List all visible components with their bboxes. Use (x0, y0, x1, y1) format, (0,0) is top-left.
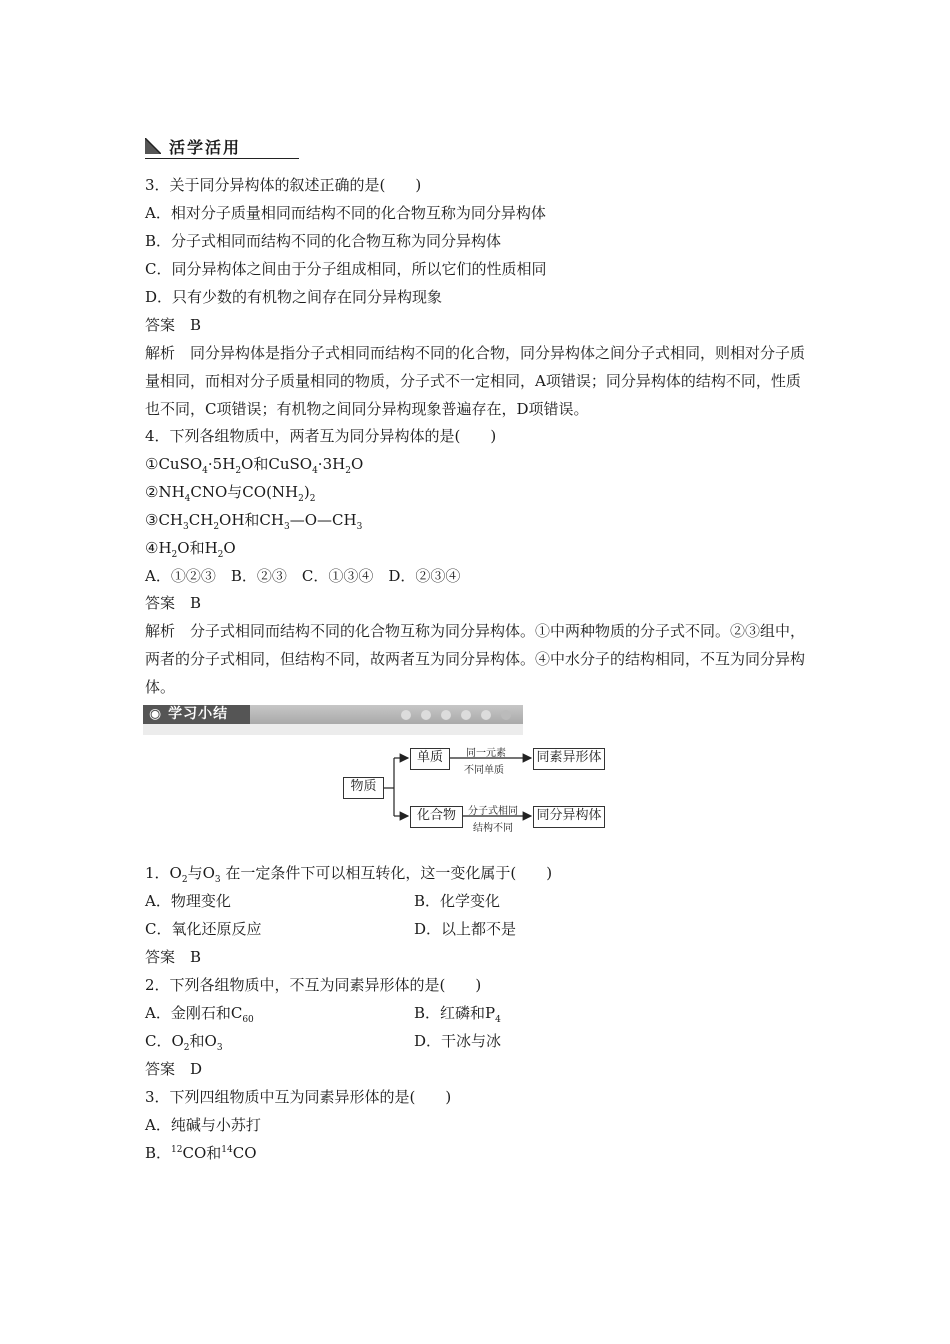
p2-option-c: C．$O_2$和$O_3$ (145, 1032, 223, 1053)
dot-icon (421, 710, 431, 720)
p1-option-d: D．以上都不是 (414, 920, 517, 938)
q3-answer: 答案 B (145, 316, 202, 334)
dot-icon (401, 710, 411, 720)
q4-item-2: $②NH_4CNO$与$CO(NH_2)_2$ (145, 483, 316, 504)
diagram-top-box: 单质 (410, 748, 450, 770)
diagram-bottom-result: 同分异构体 (533, 806, 605, 828)
q3-stem: 3．关于同分异构体的叙述正确的是( ) (145, 176, 422, 194)
p1-option-c: C．氧化还原反应 (145, 920, 262, 938)
q4-analysis: 解析 分子式相同而结构不同的化合物互称为同分异构体。①中两种物质的分子式不同。②③组中，两者的分子式相同，但结构不同，故两者互为同分异构体。④中水分子的结构相同，不互为同分异构体。 (145, 622, 806, 696)
p3-option-a: A．纯碱与小苏打 (145, 1116, 261, 1134)
p2-option-d: D．干冰与冰 (414, 1032, 502, 1050)
q4-stem: 4．下列各组物质中，两者互为同分异构体的是( ) (145, 427, 497, 445)
p1-option-b: B．化学变化 (414, 892, 501, 910)
p1-option-a: A．物理变化 (145, 892, 231, 910)
q4-item-4: $④H_2O$和$H_2O$ (145, 539, 236, 560)
p3-stem: 3．下列四组物质中互为同素异形体的是( ) (145, 1088, 452, 1106)
triangle-icon (145, 138, 161, 154)
p3-option-b: B．$^{12}$CO和$^{14}$CO (145, 1144, 257, 1162)
p1-stem: 1．$O_2$与$O_3$ 在一定条件下可以相互转化，这一变化属于( ) (145, 864, 553, 885)
dot-icon (481, 710, 491, 720)
section-header-huoxue (145, 134, 299, 159)
diagram-top-cond1: 同一元素 (466, 748, 506, 759)
q4-answer: 答案 B (145, 594, 202, 612)
dot-icon (441, 710, 451, 720)
section-header-summary (143, 705, 523, 735)
diagram-top-cond2: 不同单质 (464, 765, 504, 776)
q3-option-b: B．分子式相同而结构不同的化合物互称为同分异构体 (145, 232, 502, 250)
q3-analysis: 解析 同分异构体是指分子式相同而结构不同的化合物，同分异构体之间分子式相同，则相对分子质量相同，而相对分子质量相同的物质，分子式不一定相同，A项错误；同分异构体的结构不同，性质也不同，C项错误；有机物之间同分异构现象普遍存在，D项错误。 (145, 344, 806, 418)
section-title: 活学活用 (169, 138, 242, 157)
q3-option-c: C．同分异构体之间由于分子组成相同，所以它们的性质相同 (145, 260, 547, 278)
p2-option-a: A．金刚石和$C_{60}$ (145, 1004, 254, 1025)
diagram-top-result: 同素异形体 (533, 748, 605, 770)
diagram-bottom-cond1: 分子式相同 (468, 806, 518, 817)
p2-answer: 答案 D (145, 1060, 203, 1078)
q4-item-3: $③CH_3CH_2OH$和$CH_3—O—CH_3$ (145, 511, 363, 532)
p2-stem: 2．下列各组物质中，不互为同素异形体的是( ) (145, 976, 482, 994)
diagram-bottom-cond2: 结构不同 (473, 823, 513, 834)
q4-options: A．①②③ B．②③ C．①③④ D．②③④ (145, 567, 461, 585)
q3-option-a: A．相对分子质量相同而结构不同的化合物互称为同分异构体 (145, 204, 546, 222)
p2-option-b: B．红磷和$P_4$ (414, 1004, 501, 1025)
p1-answer: 答案 B (145, 948, 202, 966)
dot-icon (501, 710, 511, 720)
q4-item-1: $①CuSO_4\cdot 5H_2O$和$CuSO_4\cdot 3H_2O$ (145, 455, 364, 476)
q3-option-d: D．只有少数的有机物之间存在同分异构现象 (145, 288, 443, 306)
section-title: ◉ 学习小结 (143, 705, 250, 724)
diagram-root: 物质 (343, 777, 384, 799)
dot-icon (461, 710, 471, 720)
diagram-bottom-box: 化合物 (410, 806, 463, 828)
